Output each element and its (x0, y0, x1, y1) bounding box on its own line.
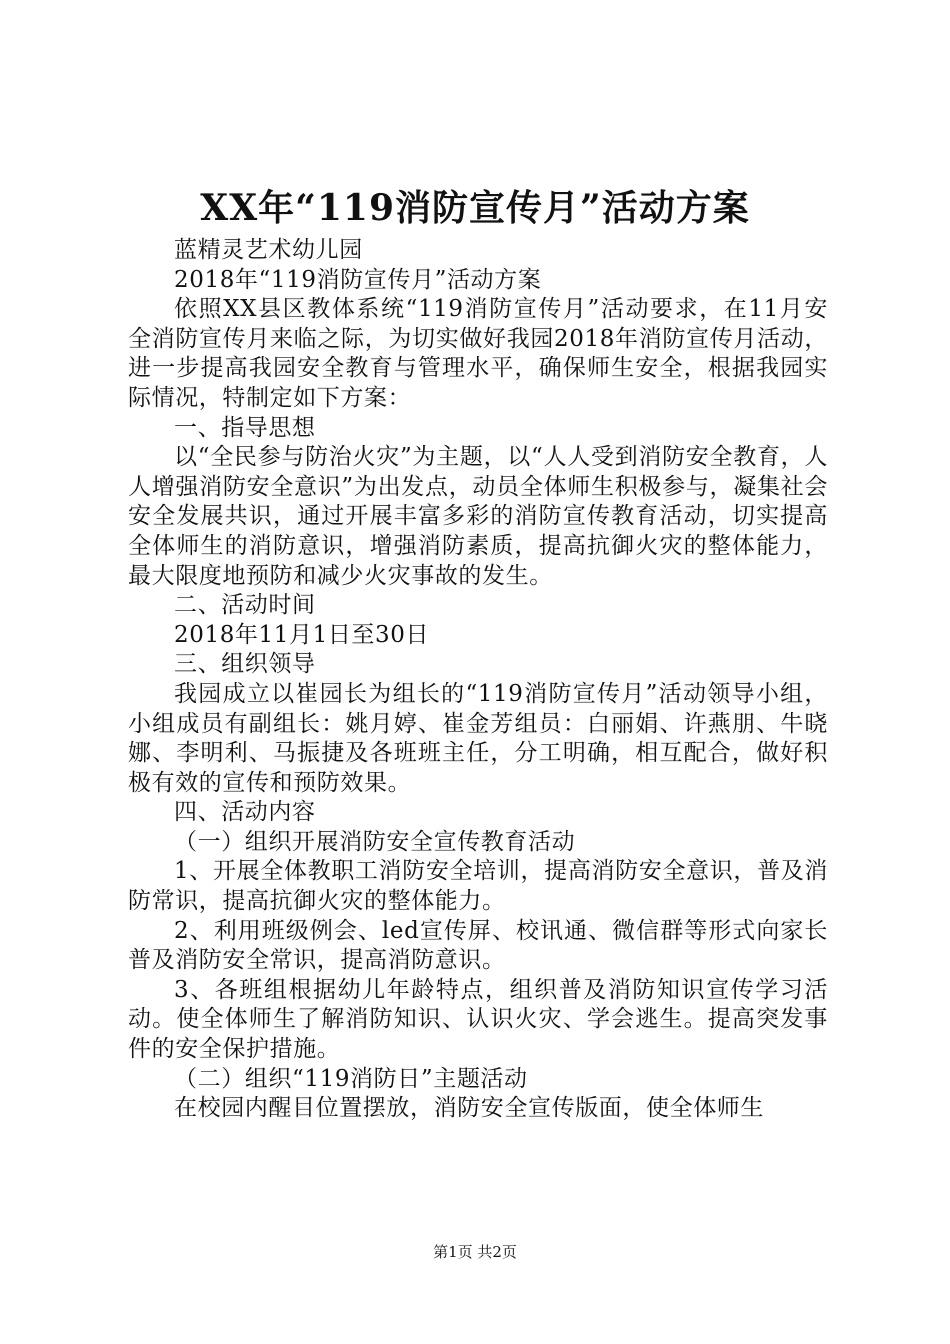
paragraph-leadership: 我园成立以崔园长为组长的“119消防宣传月”活动领导小组，小组成员有副组长：姚月婷、崔金芳组员：白丽娟、许燕朋、牛晓娜、李明利、马振捷及各班班主任，分工明确，相互配合，做好积极有效的宣传和预防效果。 (128, 680, 828, 796)
heading-activity-time: 二、活动时间 (174, 592, 316, 619)
paragraph-kindergarten-name: 蓝精灵艺术幼儿园 (174, 237, 363, 263)
document-body (128, 236, 828, 1124)
paragraph-119-day: 在校园内醒目位置摆放，消防安全宣传版面，使全体师生 (174, 1095, 764, 1122)
list-item-2: 2、利用班级例会、led宣传屏、校讯通、微信群等形式向家长普及消防安全常识，提高消防意识。 (128, 917, 828, 974)
heading-leadership: 三、组织领导 (174, 651, 316, 678)
heading-guiding-principle: 一、指导思想 (174, 414, 316, 441)
subheading-education-activities: （一）组织开展消防安全宣传教育活动 (174, 828, 576, 855)
paragraph-guiding-principle: 以“全民参与防治火灾”为主题，以“人人受到消防安全教育，人人增强消防安全意识”为出发点，动员全体师生积极参与，凝集社会安全发展共识，通过开展丰富多彩的消防宣传教育活动，切实提高全体师生的消防意识，增强消防素质，提高抗御火灾的整体能力，最大限度地预防和减少火灾事故的发生。 (128, 444, 828, 589)
list-item-1: 1、开展全体教职工消防安全培训，提高消防安全意识，普及消防常识，提高抗御火灾的整体能力。 (128, 858, 828, 915)
subheading-119-day: （二）组织“119消防日”主题活动 (174, 1065, 528, 1092)
heading-activity-content: 四、活动内容 (174, 799, 316, 826)
paragraph-activity-time: 2018年11月1日至30日 (174, 621, 430, 648)
list-item-3: 3、各班组根据幼儿年龄特点，组织普及消防知识宣传学习活动。使全体师生了解消防知识、认识火灾、学会逃生。提高突发事件的安全保护措施。 (128, 976, 828, 1063)
paragraph-intro: 依照XX县区教体系统“119消防宣传月”活动要求，在11月安全消防宣传月来临之际，为切实做好我园2018年消防宣传月活动，进一步提高我园安全教育与管理水平，确保师生安全，根据我园实际情况，特制定如下方案： (128, 296, 828, 411)
paragraph-subtitle: 2018年“119消防宣传月”活动方案 (174, 266, 542, 293)
page-footer: 第1页 共2页 (433, 1243, 517, 1261)
document-title: XX年“119消防宣传月”活动方案 (200, 187, 750, 229)
